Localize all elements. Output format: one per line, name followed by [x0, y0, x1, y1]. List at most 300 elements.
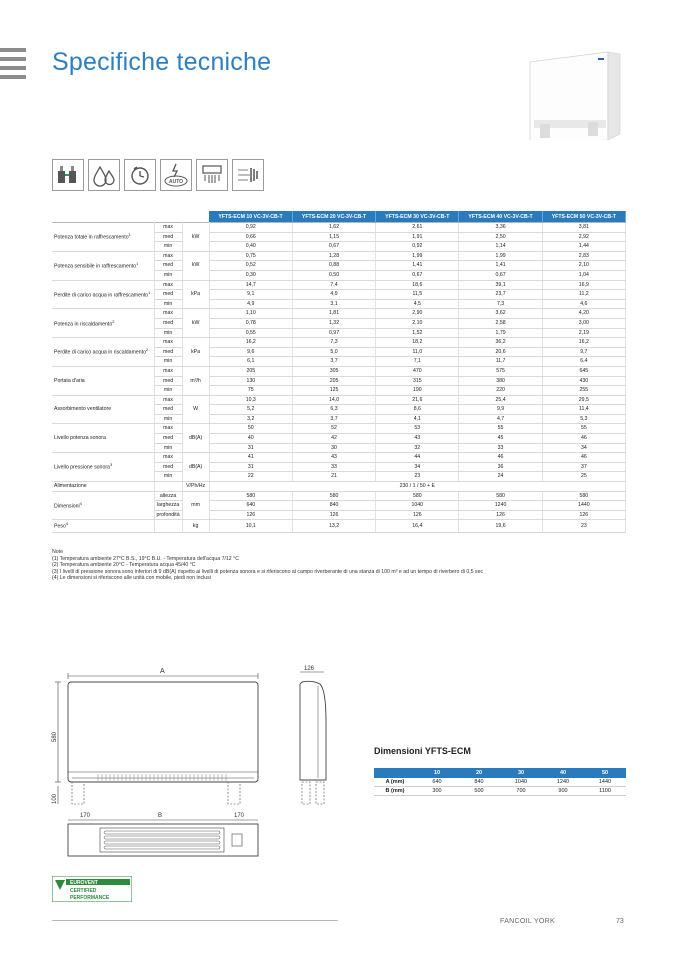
value-cell: 25: [542, 472, 625, 482]
row-label: [52, 491, 154, 520]
dim-header: [374, 768, 416, 778]
value-cell: 10,1: [209, 520, 292, 532]
value-cell: 6,3: [292, 405, 375, 415]
value-cell: 30: [292, 443, 375, 453]
dim-cell: 900: [542, 787, 584, 796]
dim-cell: 840: [458, 778, 500, 787]
footnote-ref: 2: [145, 347, 149, 353]
value-cell: 9,6: [209, 347, 292, 357]
table-row: [52, 424, 626, 434]
dim-cell: 1100: [584, 787, 626, 796]
value-cell: 11,7: [459, 357, 542, 367]
row-label-text: Perdite di carico acqua in raffrescamento: [54, 292, 149, 299]
dim-a-label: A: [160, 668, 165, 675]
value-cell: 55: [459, 424, 542, 434]
row-label: [52, 251, 154, 280]
value-cell: 0,40: [209, 242, 292, 252]
page-title: Specifiche tecniche: [52, 48, 272, 76]
value-cell: 36: [459, 462, 542, 472]
dim-cell: 1440: [584, 778, 626, 787]
value-cell: 4,1: [376, 414, 459, 424]
value-cell: 205: [292, 376, 375, 386]
dim-header: 20: [458, 768, 500, 778]
value-cell: 4,20: [542, 309, 625, 319]
value-cell: 1,04: [542, 270, 625, 280]
value-cell: 2,58: [459, 318, 542, 328]
flow-icon: [232, 159, 264, 191]
value-cell: 11,5: [376, 290, 459, 300]
auto-label: AUTO: [169, 179, 184, 185]
dim-table: [374, 768, 626, 796]
level-cell: [154, 482, 182, 492]
row-label: [52, 453, 154, 482]
value-cell: 46: [542, 453, 625, 463]
value-cell: 0,52: [209, 261, 292, 271]
value-cell: 380: [459, 376, 542, 386]
table-row: [52, 520, 626, 532]
dim-cell: 300: [416, 787, 458, 796]
level-cell: min: [154, 299, 182, 309]
dim-580-label: 580: [52, 731, 58, 742]
value-cell: 125: [292, 386, 375, 396]
value-cell: 18,2: [376, 338, 459, 348]
level-cell: med: [154, 232, 182, 242]
table-row: [374, 778, 626, 787]
value-cell: 31: [209, 462, 292, 472]
value-cell: 43: [292, 453, 375, 463]
row-label-text: Perdite di carico acqua in riscaldamento: [54, 350, 146, 357]
unit-cell: kPa: [182, 338, 209, 367]
value-cell: 7,3: [459, 299, 542, 309]
row-label-text: Portata d'aria: [54, 377, 85, 384]
table-row: [52, 338, 626, 348]
value-cell: 3,7: [292, 414, 375, 424]
value-cell: 22: [209, 472, 292, 482]
table-row: [52, 491, 626, 501]
value-cell: 16,2: [542, 338, 625, 348]
value-cell: 2,10: [376, 318, 459, 328]
value-cell: 13,2: [292, 520, 375, 532]
level-cell: max: [154, 395, 182, 405]
footer-divider: [52, 920, 338, 921]
value-cell: 1,32: [292, 318, 375, 328]
value-cell: 6,4: [542, 357, 625, 367]
value-cell: 126: [292, 510, 375, 520]
value-cell: 0,92: [376, 242, 459, 252]
value-cell: 53: [376, 424, 459, 434]
unit-cell: dB(A): [182, 453, 209, 482]
model-header: YFTS-ECM 20 VC-3V-CB-T: [292, 211, 375, 223]
spec-table: [52, 211, 626, 533]
dim-126-label: 126: [304, 666, 315, 672]
value-cell: 34: [376, 462, 459, 472]
dim-cell: 1040: [500, 778, 542, 787]
value-cell: 9,1: [209, 290, 292, 300]
level-cell: min: [154, 357, 182, 367]
value-cell: 205: [209, 366, 292, 376]
value-cell: 1,15: [292, 232, 375, 242]
dim-cell: 1240: [542, 778, 584, 787]
value-cell: 20,6: [459, 347, 542, 357]
value-cell: 580: [292, 491, 375, 501]
model-header: YFTS-ECM 50 VC-3V-CB-T: [542, 211, 625, 223]
value-cell: 1040: [376, 501, 459, 511]
unit-cell: kW: [182, 223, 209, 252]
footnote-ref: 1: [136, 261, 139, 266]
value-cell: 10,3: [209, 395, 292, 405]
value-cell: 16,2: [209, 338, 292, 348]
footer-brand: FANCOIL YORK: [500, 918, 555, 925]
row-label: [52, 395, 154, 424]
row-label: [52, 338, 154, 367]
footnote-ref: 1: [148, 289, 151, 295]
row-label-text: Livello potenza sonora: [54, 435, 106, 442]
row-label: [52, 424, 154, 453]
value-cell: 9,7: [542, 347, 625, 357]
row-label: [52, 520, 154, 532]
value-cell: 130: [209, 376, 292, 386]
value-cell: 50: [209, 424, 292, 434]
value-cell: 4,9: [209, 299, 292, 309]
value-cell: 645: [542, 366, 625, 376]
value-cell: 1,91: [376, 232, 459, 242]
value-cell: 0,67: [376, 270, 459, 280]
value-cell: 43: [376, 434, 459, 444]
value-cell: 11,4: [542, 405, 625, 415]
value-cell: 305: [292, 366, 375, 376]
row-label: [52, 309, 154, 338]
footnote-ref: 4: [65, 521, 69, 527]
dim-header: 30: [500, 768, 542, 778]
value-cell: 575: [459, 366, 542, 376]
unit-cell: mm: [182, 491, 209, 520]
unit-cell: W: [182, 395, 209, 424]
value-cell: 1,28: [292, 251, 375, 261]
value-cell: 2,83: [542, 251, 625, 261]
footnote-ref: 2: [112, 318, 115, 324]
level-cell: max: [154, 366, 182, 376]
value-cell: 21,6: [376, 395, 459, 405]
unit-cell: dB(A): [182, 424, 209, 453]
unit-cell: kg: [182, 520, 209, 532]
note-item: (3) I livelli di pressione sonora sono inferiori di 9 dB(A) rispetto ai livelli di potenza sonora e si riferiscono al campo riverberante di una stanza di 100 m³ e ad un tempo di riverbero di 0,5 sec: [52, 568, 484, 575]
unit-cell: m³/h: [182, 366, 209, 395]
level-cell: med: [154, 261, 182, 271]
value-cell: 126: [542, 510, 625, 520]
level-cell: max: [154, 338, 182, 348]
unit-cell: V/Ph/Hz: [182, 482, 209, 492]
footnote-ref: 3: [109, 462, 113, 468]
page-number: 73: [616, 918, 624, 925]
value-cell: 1,41: [459, 261, 542, 271]
value-cell: 126: [376, 510, 459, 520]
value-cell: 2,10: [542, 261, 625, 271]
dim-170-left-label: 170: [80, 813, 91, 819]
note-item: (2) Temperatura ambiente 20°C - Temperatura acqua 45/40 °C: [52, 562, 196, 569]
value-cell: 1,44: [542, 242, 625, 252]
footnote-ref: 1: [128, 232, 131, 238]
technical-drawing: [48, 662, 348, 868]
value-cell: 0,88: [292, 261, 375, 271]
spec-header-row: [52, 211, 626, 223]
value-cell: 55: [542, 424, 625, 434]
dim-b-label: B: [158, 813, 163, 819]
level-cell: max: [154, 453, 182, 463]
level-cell: larghezza: [154, 501, 182, 511]
note-item: (4) Le dimensioni si riferiscono alle unità con mobile, piedi non inclusi: [52, 575, 211, 582]
value-cell: 18,6: [376, 280, 459, 290]
unit-cell: kPa: [182, 280, 209, 309]
footnote-ref: 4: [79, 500, 82, 506]
value-cell: 75: [209, 386, 292, 396]
table-row: [52, 453, 626, 463]
level-cell: [154, 520, 182, 532]
value-cell: 0,75: [209, 251, 292, 261]
unit-cell: kW: [182, 251, 209, 280]
note-item: (1) Temperatura ambiente 27°C B.S., 19°C B.U. - Temperatura dell'acqua 7/12 °C: [52, 555, 239, 562]
dim-row-label: A (mm): [374, 778, 416, 787]
value-cell: 46: [542, 434, 625, 444]
model-header: YFTS-ECM 30 VC-3V-CB-T: [376, 211, 459, 223]
value-cell: 2,90: [376, 309, 459, 319]
level-cell: med: [154, 290, 182, 300]
value-cell: 4,6: [542, 299, 625, 309]
value-cell: 0,66: [209, 232, 292, 242]
dim-header-row: [374, 768, 626, 778]
level-cell: profondità: [154, 510, 182, 520]
level-cell: min: [154, 472, 182, 482]
value-cell: 1,62: [292, 223, 375, 233]
level-cell: altezza: [154, 491, 182, 501]
dual-function-icon: [52, 159, 84, 191]
level-cell: med: [154, 347, 182, 357]
value-cell: 5,3: [542, 414, 625, 424]
value-cell: 0,67: [459, 270, 542, 280]
value-cell: 470: [376, 366, 459, 376]
value-cell: 1,10: [209, 309, 292, 319]
value-cell: 7,3: [292, 338, 375, 348]
value-cell: 23,7: [459, 290, 542, 300]
value-cell: 31: [209, 443, 292, 453]
value-cell: 39,1: [459, 280, 542, 290]
value-cell: 0,97: [292, 328, 375, 338]
value-cell: 0,92: [209, 223, 292, 233]
row-label-text: Assorbimento ventilatore: [54, 406, 112, 413]
value-cell: 1,99: [459, 251, 542, 261]
value-cell: 24: [459, 472, 542, 482]
level-cell: max: [154, 251, 182, 261]
logo-line2: CERTIFIED: [70, 888, 97, 894]
dim-170-right-label: 170: [234, 813, 245, 819]
level-cell: min: [154, 443, 182, 453]
value-cell: 23: [376, 472, 459, 482]
value-cell: 3,00: [542, 318, 625, 328]
value-cell: 5,0: [292, 347, 375, 357]
value-cell: 126: [459, 510, 542, 520]
value-cell: 7,1: [376, 357, 459, 367]
fancoil-unit-image: [522, 40, 628, 140]
value-cell: 36,2: [459, 338, 542, 348]
value-cell: 11,2: [542, 290, 625, 300]
row-label: Alimentazione: [52, 482, 154, 492]
auto-fan-icon: [160, 159, 192, 191]
eurovent-logo: [52, 876, 132, 902]
value-cell: 41: [209, 453, 292, 463]
row-label: [52, 280, 154, 309]
value-cell: 580: [459, 491, 542, 501]
dim-header: 10: [416, 768, 458, 778]
value-cell: 4,5: [376, 299, 459, 309]
level-cell: min: [154, 270, 182, 280]
dim-cell: 500: [458, 787, 500, 796]
level-cell: max: [154, 280, 182, 290]
value-cell: 315: [376, 376, 459, 386]
value-cell: 19,6: [459, 520, 542, 532]
value-cell: 11,0: [376, 347, 459, 357]
value-cell: 220: [459, 386, 542, 396]
value-cell: 1,52: [376, 328, 459, 338]
value-cell: 23: [542, 520, 625, 532]
level-cell: min: [154, 242, 182, 252]
table-row: [52, 395, 626, 405]
feature-icons: [52, 159, 264, 191]
value-cell: 126: [209, 510, 292, 520]
table-row: [52, 309, 626, 319]
value-cell: 1,99: [376, 251, 459, 261]
water-drops-icon: [88, 159, 120, 191]
table-row: [52, 223, 626, 233]
value-cell: 230 / 1 / 50 + E: [209, 482, 625, 492]
value-cell: 3,7: [292, 357, 375, 367]
value-cell: 16,4: [376, 520, 459, 532]
value-cell: 580: [376, 491, 459, 501]
table-row: [52, 280, 626, 290]
level-cell: med: [154, 434, 182, 444]
row-label-text: Potenza totale in raffrescamento: [54, 234, 129, 241]
value-cell: 4,9: [292, 290, 375, 300]
value-cell: 7,4: [292, 280, 375, 290]
table-row: [52, 251, 626, 261]
value-cell: 25,4: [459, 395, 542, 405]
value-cell: 32: [376, 443, 459, 453]
value-cell: 4,7: [459, 414, 542, 424]
notes-title: Note: [52, 549, 63, 555]
row-label-text: Peso: [54, 524, 66, 531]
value-cell: 1,81: [292, 309, 375, 319]
row-label: [52, 366, 154, 395]
value-cell: 2,19: [542, 328, 625, 338]
table-row: [374, 787, 626, 796]
row-label: [52, 223, 154, 252]
level-cell: med: [154, 405, 182, 415]
value-cell: 9,9: [459, 405, 542, 415]
level-cell: min: [154, 386, 182, 396]
value-cell: 3,62: [459, 309, 542, 319]
value-cell: 1440: [542, 501, 625, 511]
value-cell: 40: [209, 434, 292, 444]
dim-header: 50: [584, 768, 626, 778]
value-cell: 0,30: [209, 270, 292, 280]
value-cell: 1240: [459, 501, 542, 511]
notes: [52, 549, 612, 582]
menu-bars-icon: [0, 48, 26, 84]
level-cell: med: [154, 462, 182, 472]
value-cell: 640: [209, 501, 292, 511]
value-cell: 14,7: [209, 280, 292, 290]
value-cell: 0,50: [292, 270, 375, 280]
value-cell: 3,36: [459, 223, 542, 233]
value-cell: 255: [542, 386, 625, 396]
dim-100-label: 100: [52, 793, 58, 804]
value-cell: 52: [292, 424, 375, 434]
value-cell: 3,1: [292, 299, 375, 309]
air-outlet-icon: [196, 159, 228, 191]
row-label-text: Potenza in riscaldamento: [54, 321, 113, 328]
value-cell: 1,79: [459, 328, 542, 338]
model-header: YFTS-ECM 10 VC-3V-CB-T: [209, 211, 292, 223]
value-cell: 46: [459, 453, 542, 463]
value-cell: 21: [292, 472, 375, 482]
dim-cell: 640: [416, 778, 458, 787]
value-cell: 8,6: [376, 405, 459, 415]
value-cell: 6,1: [209, 357, 292, 367]
value-cell: 5,2: [209, 405, 292, 415]
row-label-text: Livello pressione sonora: [54, 465, 110, 472]
value-cell: 2,50: [459, 232, 542, 242]
value-cell: 0,67: [292, 242, 375, 252]
table-row: [52, 482, 626, 492]
value-cell: 190: [376, 386, 459, 396]
unit-cell: kW: [182, 309, 209, 338]
value-cell: 3,81: [542, 223, 625, 233]
timer-icon: [124, 159, 156, 191]
value-cell: 840: [292, 501, 375, 511]
value-cell: 45: [459, 434, 542, 444]
value-cell: 1,41: [376, 261, 459, 271]
level-cell: med: [154, 376, 182, 386]
value-cell: 2,61: [376, 223, 459, 233]
value-cell: 580: [542, 491, 625, 501]
value-cell: 34: [542, 443, 625, 453]
dim-header: 40: [542, 768, 584, 778]
table-row: [52, 366, 626, 376]
level-cell: max: [154, 223, 182, 233]
level-cell: min: [154, 328, 182, 338]
level-cell: max: [154, 309, 182, 319]
value-cell: 3,2: [209, 414, 292, 424]
value-cell: 37: [542, 462, 625, 472]
value-cell: 0,55: [209, 328, 292, 338]
level-cell: med: [154, 318, 182, 328]
dim-table-title: Dimensioni YFTS-ECM: [374, 746, 471, 756]
value-cell: 44: [376, 453, 459, 463]
value-cell: 42: [292, 434, 375, 444]
value-cell: 0,78: [209, 318, 292, 328]
value-cell: 2,92: [542, 232, 625, 242]
dim-cell: 700: [500, 787, 542, 796]
value-cell: 33: [459, 443, 542, 453]
dim-row-label: B (mm): [374, 787, 416, 796]
value-cell: 29,5: [542, 395, 625, 405]
logo-line1: EUROVENT: [70, 880, 98, 886]
value-cell: 33: [292, 462, 375, 472]
row-label-text: Dimensioni: [54, 503, 80, 510]
row-label-text: Potenza sensibile in raffrescamento: [54, 263, 137, 270]
logo-line3: PERFORMANCE: [70, 895, 110, 901]
level-cell: max: [154, 424, 182, 434]
model-header: YFTS-ECM 40 VC-3V-CB-T: [459, 211, 542, 223]
value-cell: 1,14: [459, 242, 542, 252]
